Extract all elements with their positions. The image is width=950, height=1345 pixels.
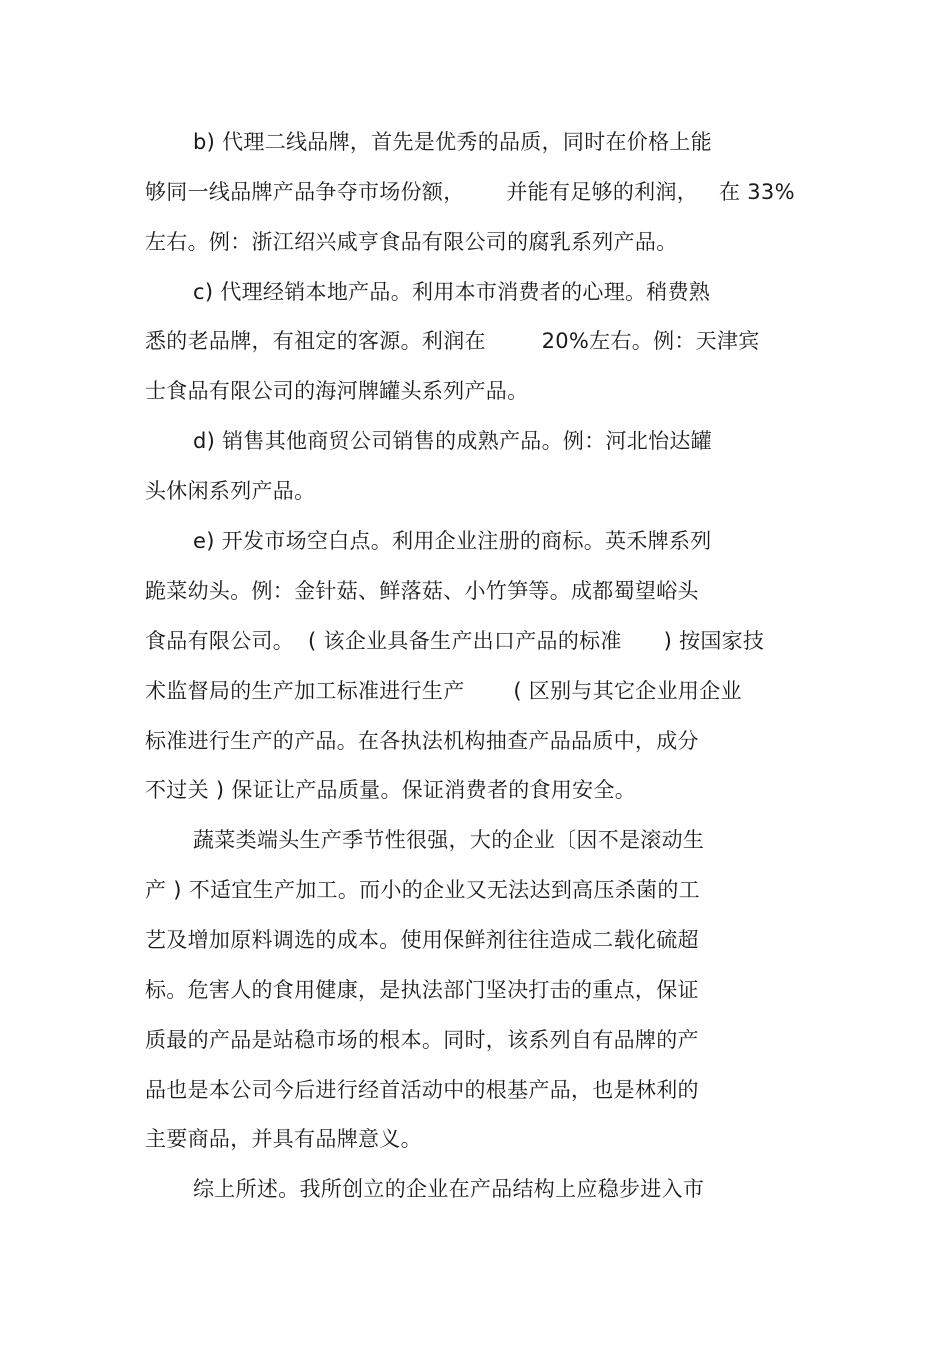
text-line: 蔬菜类端头生产季节性很强，大的企业〔因不是滚动生: [193, 828, 705, 852]
text-line: 标准进行生产的产品。在各执法机构抽查产品品质中，成分: [145, 729, 699, 753]
text-line: c) 代理经销本地产品。利用本市消费者的心理。稍费熟: [193, 280, 711, 304]
text-line: 艺及增加原料调选的成本。使用保鲜剂往往造成二载化硫超: [145, 928, 699, 952]
text-line: 标。危害人的食用健康，是执法部门坚决打击的重点，保证: [145, 978, 699, 1002]
text-line: 士食品有限公司的海河牌罐头系列产品。: [145, 379, 529, 403]
text-line: 跪菜幼头。例：金针菇、鲜落菇、小竹笋等。成都蜀望峪头: [145, 579, 699, 603]
text-line: 主要商品，并具有品牌意义。: [145, 1127, 422, 1151]
text-line: b) 代理二线品牌，首先是优秀的品质，同时在价格上能: [193, 130, 712, 154]
text-line: e) 开发市场空白点。利用企业注册的商标。英禾牌系列: [193, 529, 712, 553]
text-line: 综上所述。我所创立的企业在产品结构上应稳步进入市: [193, 1177, 705, 1201]
text-line: 品也是本公司今后进行经首活动中的根基产品，也是林利的: [145, 1078, 699, 1102]
text-line: 悉的老品牌，有祖定的客源。利润在 20%左右。例：天津宾: [145, 329, 760, 353]
text-line: 头休闲系列产品。: [145, 479, 316, 503]
text-line: 食品有限公司。 ( 该企业具备生产出口产品的标准 ) 按国家技: [145, 629, 765, 653]
text-line: 够同一线品牌产品争夺市场份额， 并能有足够的利润， 在 33%: [145, 180, 795, 204]
text-line: 左右。例：浙江绍兴咸亨食品有限公司的腐乳系列产品。: [145, 230, 678, 254]
text-line: 术监督局的生产加工标准进行生产 ( 区别与其它企业用企业: [145, 679, 742, 703]
text-line: 产 ) 不适宜生产加工。而小的企业又无法达到高压杀菌的工: [145, 878, 700, 902]
text-line: 质最的产品是站稳市场的根本。同时，该系列自有品牌的产: [145, 1028, 699, 1052]
text-line: 不过关 ) 保证让产品质量。保证消费者的食用安全。: [145, 778, 637, 802]
text-line: d) 销售其他商贸公司销售的成熟产品。例：河北怡达罐: [193, 429, 712, 453]
